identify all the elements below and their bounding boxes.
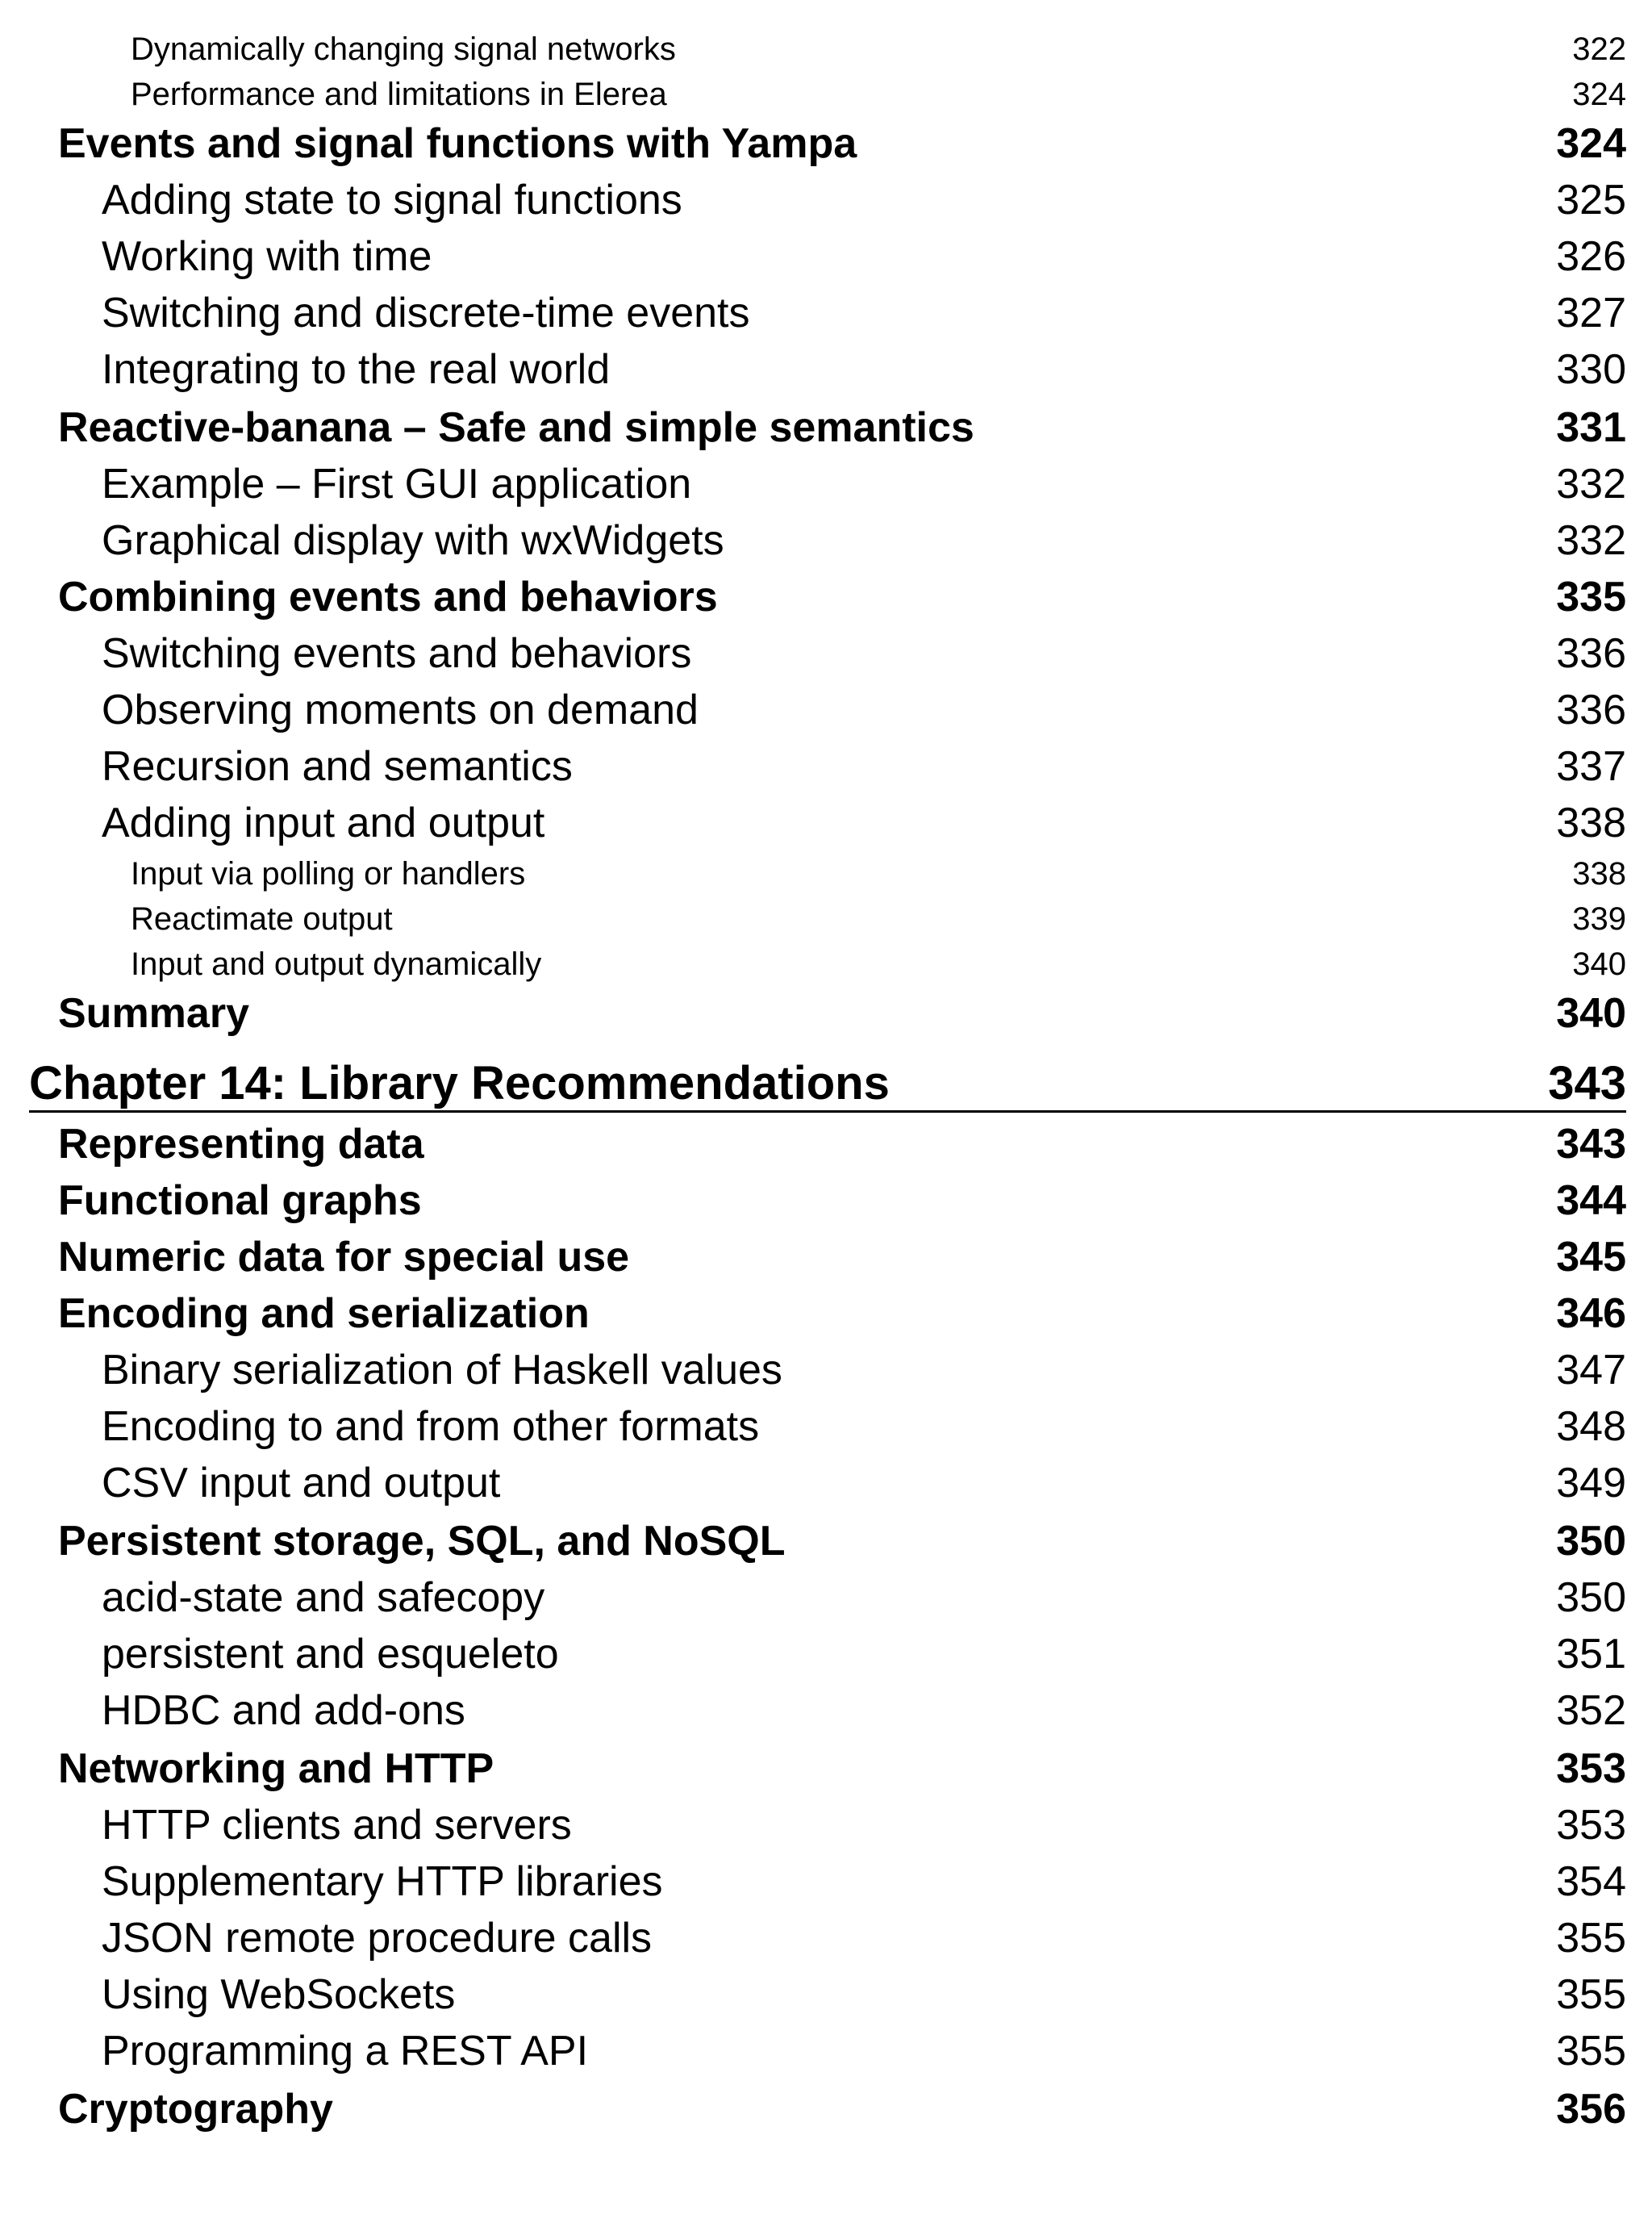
toc-section-entry bbox=[58, 1173, 1626, 1225]
toc-entry-title: HTTP clients and servers bbox=[102, 1802, 572, 1849]
toc-entry-title: Input via polling or handlers bbox=[131, 856, 526, 892]
toc-entry-page-number: 346 bbox=[1556, 1290, 1626, 1337]
toc-topic-entry bbox=[102, 1683, 1626, 1735]
toc-topic-entry bbox=[102, 1456, 1626, 1507]
toc-entry-title: Integrating to the real world bbox=[102, 346, 611, 393]
toc-entry-page-number: 324 bbox=[1556, 120, 1626, 167]
toc-entry-page-number: 338 bbox=[1556, 800, 1626, 846]
toc-entry-title: Observing moments on demand bbox=[102, 687, 699, 733]
toc-entry-title: Switching events and behaviors bbox=[102, 630, 692, 677]
toc-topic-entry bbox=[102, 796, 1626, 847]
toc-entry-page-number: 338 bbox=[1572, 856, 1626, 892]
toc-entry-page-number: 344 bbox=[1556, 1177, 1626, 1224]
toc-topic-entry bbox=[102, 1399, 1626, 1451]
toc-entry-page-number: 353 bbox=[1556, 1802, 1626, 1849]
toc-entry-page-number: 324 bbox=[1572, 77, 1626, 112]
toc-entry-page-number: 339 bbox=[1572, 901, 1626, 937]
toc-entry-title: Summary bbox=[58, 990, 249, 1037]
toc-entry-page-number: 347 bbox=[1556, 1347, 1626, 1393]
toc-entry-title: Binary serialization of Haskell values bbox=[102, 1347, 782, 1393]
toc-entry-page-number: 353 bbox=[1556, 1745, 1626, 1792]
toc-entry-page-number: 355 bbox=[1556, 1915, 1626, 1962]
toc-topic-entry bbox=[102, 739, 1626, 791]
toc-entry-page-number: 340 bbox=[1572, 946, 1626, 982]
toc-entry-title: Representing data bbox=[58, 1121, 424, 1168]
toc-subtopic-entry bbox=[131, 71, 1626, 113]
toc-entry-title: Cryptography bbox=[58, 2086, 333, 2133]
toc-entry-title: Supplementary HTTP libraries bbox=[102, 1858, 663, 1905]
toc-entry-title: Adding input and output bbox=[102, 800, 545, 846]
toc-topic-entry bbox=[102, 1570, 1626, 1622]
toc-entry-page-number: 355 bbox=[1556, 1971, 1626, 2018]
toc-entry-page-number: 322 bbox=[1572, 31, 1626, 67]
toc-chapter-entry bbox=[29, 1052, 1626, 1113]
toc-entry-title: Working with time bbox=[102, 233, 432, 280]
toc-entry-page-number: 352 bbox=[1556, 1687, 1626, 1734]
toc-entry-title: Switching and discrete-time events bbox=[102, 290, 750, 336]
toc-section-entry bbox=[58, 2082, 1626, 2133]
toc-entry-page-number: 351 bbox=[1556, 1631, 1626, 1678]
toc-entry-title: Functional graphs bbox=[58, 1177, 422, 1224]
toc-section-entry bbox=[58, 570, 1626, 621]
toc-entry-title: Chapter 14: Library Recommendations bbox=[29, 1057, 890, 1109]
toc-subtopic-entry bbox=[131, 941, 1626, 983]
toc-entry-page-number: 340 bbox=[1556, 990, 1626, 1037]
toc-entry-page-number: 354 bbox=[1556, 1858, 1626, 1905]
toc-entry-title: Combining events and behaviors bbox=[58, 574, 718, 620]
toc-entry-page-number: 343 bbox=[1548, 1057, 1626, 1109]
toc-entry-title: Encoding to and from other formats bbox=[102, 1403, 760, 1450]
toc-topic-entry bbox=[102, 683, 1626, 734]
toc-entry-title: Recursion and semantics bbox=[102, 743, 573, 790]
toc-entry-page-number: 325 bbox=[1556, 177, 1626, 224]
toc-entry-page-number: 330 bbox=[1556, 346, 1626, 393]
toc-topic-entry bbox=[102, 1627, 1626, 1678]
toc-entry-title: Events and signal functions with Yampa bbox=[58, 120, 857, 167]
toc-entry-title: Persistent storage, SQL, and NoSQL bbox=[58, 1518, 786, 1565]
toc-entry-title: Example – First GUI application bbox=[102, 461, 692, 508]
toc-entry-title: Reactive-banana – Safe and simple semantics bbox=[58, 404, 974, 451]
toc-entry-page-number: 349 bbox=[1556, 1460, 1626, 1506]
toc-topic-entry bbox=[102, 1798, 1626, 1849]
toc-entry-page-number: 345 bbox=[1556, 1234, 1626, 1281]
toc-topic-entry bbox=[102, 229, 1626, 281]
toc-section-entry bbox=[58, 1514, 1626, 1565]
toc-entry-page-number: 355 bbox=[1556, 2028, 1626, 2074]
toc-section-entry bbox=[58, 986, 1626, 1038]
toc-entry-page-number: 336 bbox=[1556, 630, 1626, 677]
toc-entry-title: Dynamically changing signal networks bbox=[131, 31, 676, 67]
toc-entry-title: Encoding and serialization bbox=[58, 1290, 590, 1337]
toc-entry-title: Programming a REST API bbox=[102, 2028, 589, 2074]
toc-section-entry bbox=[58, 400, 1626, 452]
toc-entry-page-number: 326 bbox=[1556, 233, 1626, 280]
toc-topic-entry bbox=[102, 513, 1626, 565]
toc-entry-title: Graphical display with wxWidgets bbox=[102, 517, 724, 564]
toc-entry-page-number: 335 bbox=[1556, 574, 1626, 620]
toc-topic-entry bbox=[102, 173, 1626, 224]
toc-topic-entry bbox=[102, 342, 1626, 394]
toc-subtopic-entry bbox=[131, 850, 1626, 892]
toc-section-entry bbox=[58, 1741, 1626, 1793]
toc-entry-page-number: 343 bbox=[1556, 1121, 1626, 1168]
toc-topic-entry bbox=[102, 1343, 1626, 1394]
toc-entry-page-number: 337 bbox=[1556, 743, 1626, 790]
toc-entry-title: JSON remote procedure calls bbox=[102, 1915, 653, 1962]
toc-subtopic-entry bbox=[131, 26, 1626, 68]
toc-entry-title: CSV input and output bbox=[102, 1460, 501, 1506]
toc-section-entry bbox=[58, 116, 1626, 168]
toc-entry-title: Numeric data for special use bbox=[58, 1234, 630, 1281]
toc-entry-page-number: 350 bbox=[1556, 1518, 1626, 1565]
toc-topic-entry bbox=[102, 457, 1626, 508]
toc-entry-title: Reactimate output bbox=[131, 901, 393, 937]
toc-section-entry bbox=[58, 1286, 1626, 1338]
toc-entry-title: HDBC and add-ons bbox=[102, 1687, 465, 1734]
toc-topic-entry bbox=[102, 1911, 1626, 1962]
toc-topic-entry bbox=[102, 626, 1626, 678]
toc-topic-entry bbox=[102, 286, 1626, 337]
toc-section-entry bbox=[58, 1230, 1626, 1281]
toc-topic-entry bbox=[102, 2024, 1626, 2075]
toc-topic-entry bbox=[102, 1854, 1626, 1906]
toc-entry-page-number: 356 bbox=[1556, 2086, 1626, 2133]
toc-entry-title: acid-state and safecopy bbox=[102, 1574, 545, 1621]
toc-entry-title: Performance and limitations in Elerea bbox=[131, 77, 667, 112]
toc-section-entry bbox=[58, 1117, 1626, 1168]
toc-entry-page-number: 332 bbox=[1556, 461, 1626, 508]
toc-entry-title: Input and output dynamically bbox=[131, 946, 542, 982]
toc-entry-page-number: 350 bbox=[1556, 1574, 1626, 1621]
toc-entry-page-number: 327 bbox=[1556, 290, 1626, 336]
toc-subtopic-entry bbox=[131, 896, 1626, 938]
toc-entry-title: Using WebSockets bbox=[102, 1971, 456, 2018]
toc-entry-page-number: 348 bbox=[1556, 1403, 1626, 1450]
toc-entry-title: Adding state to signal functions bbox=[102, 177, 682, 224]
toc-entry-page-number: 331 bbox=[1556, 404, 1626, 451]
toc-topic-entry bbox=[102, 1967, 1626, 2019]
toc-entry-page-number: 336 bbox=[1556, 687, 1626, 733]
toc-entry-title: Networking and HTTP bbox=[58, 1745, 494, 1792]
toc-entry-title: persistent and esqueleto bbox=[102, 1631, 559, 1678]
toc-entry-page-number: 332 bbox=[1556, 517, 1626, 564]
